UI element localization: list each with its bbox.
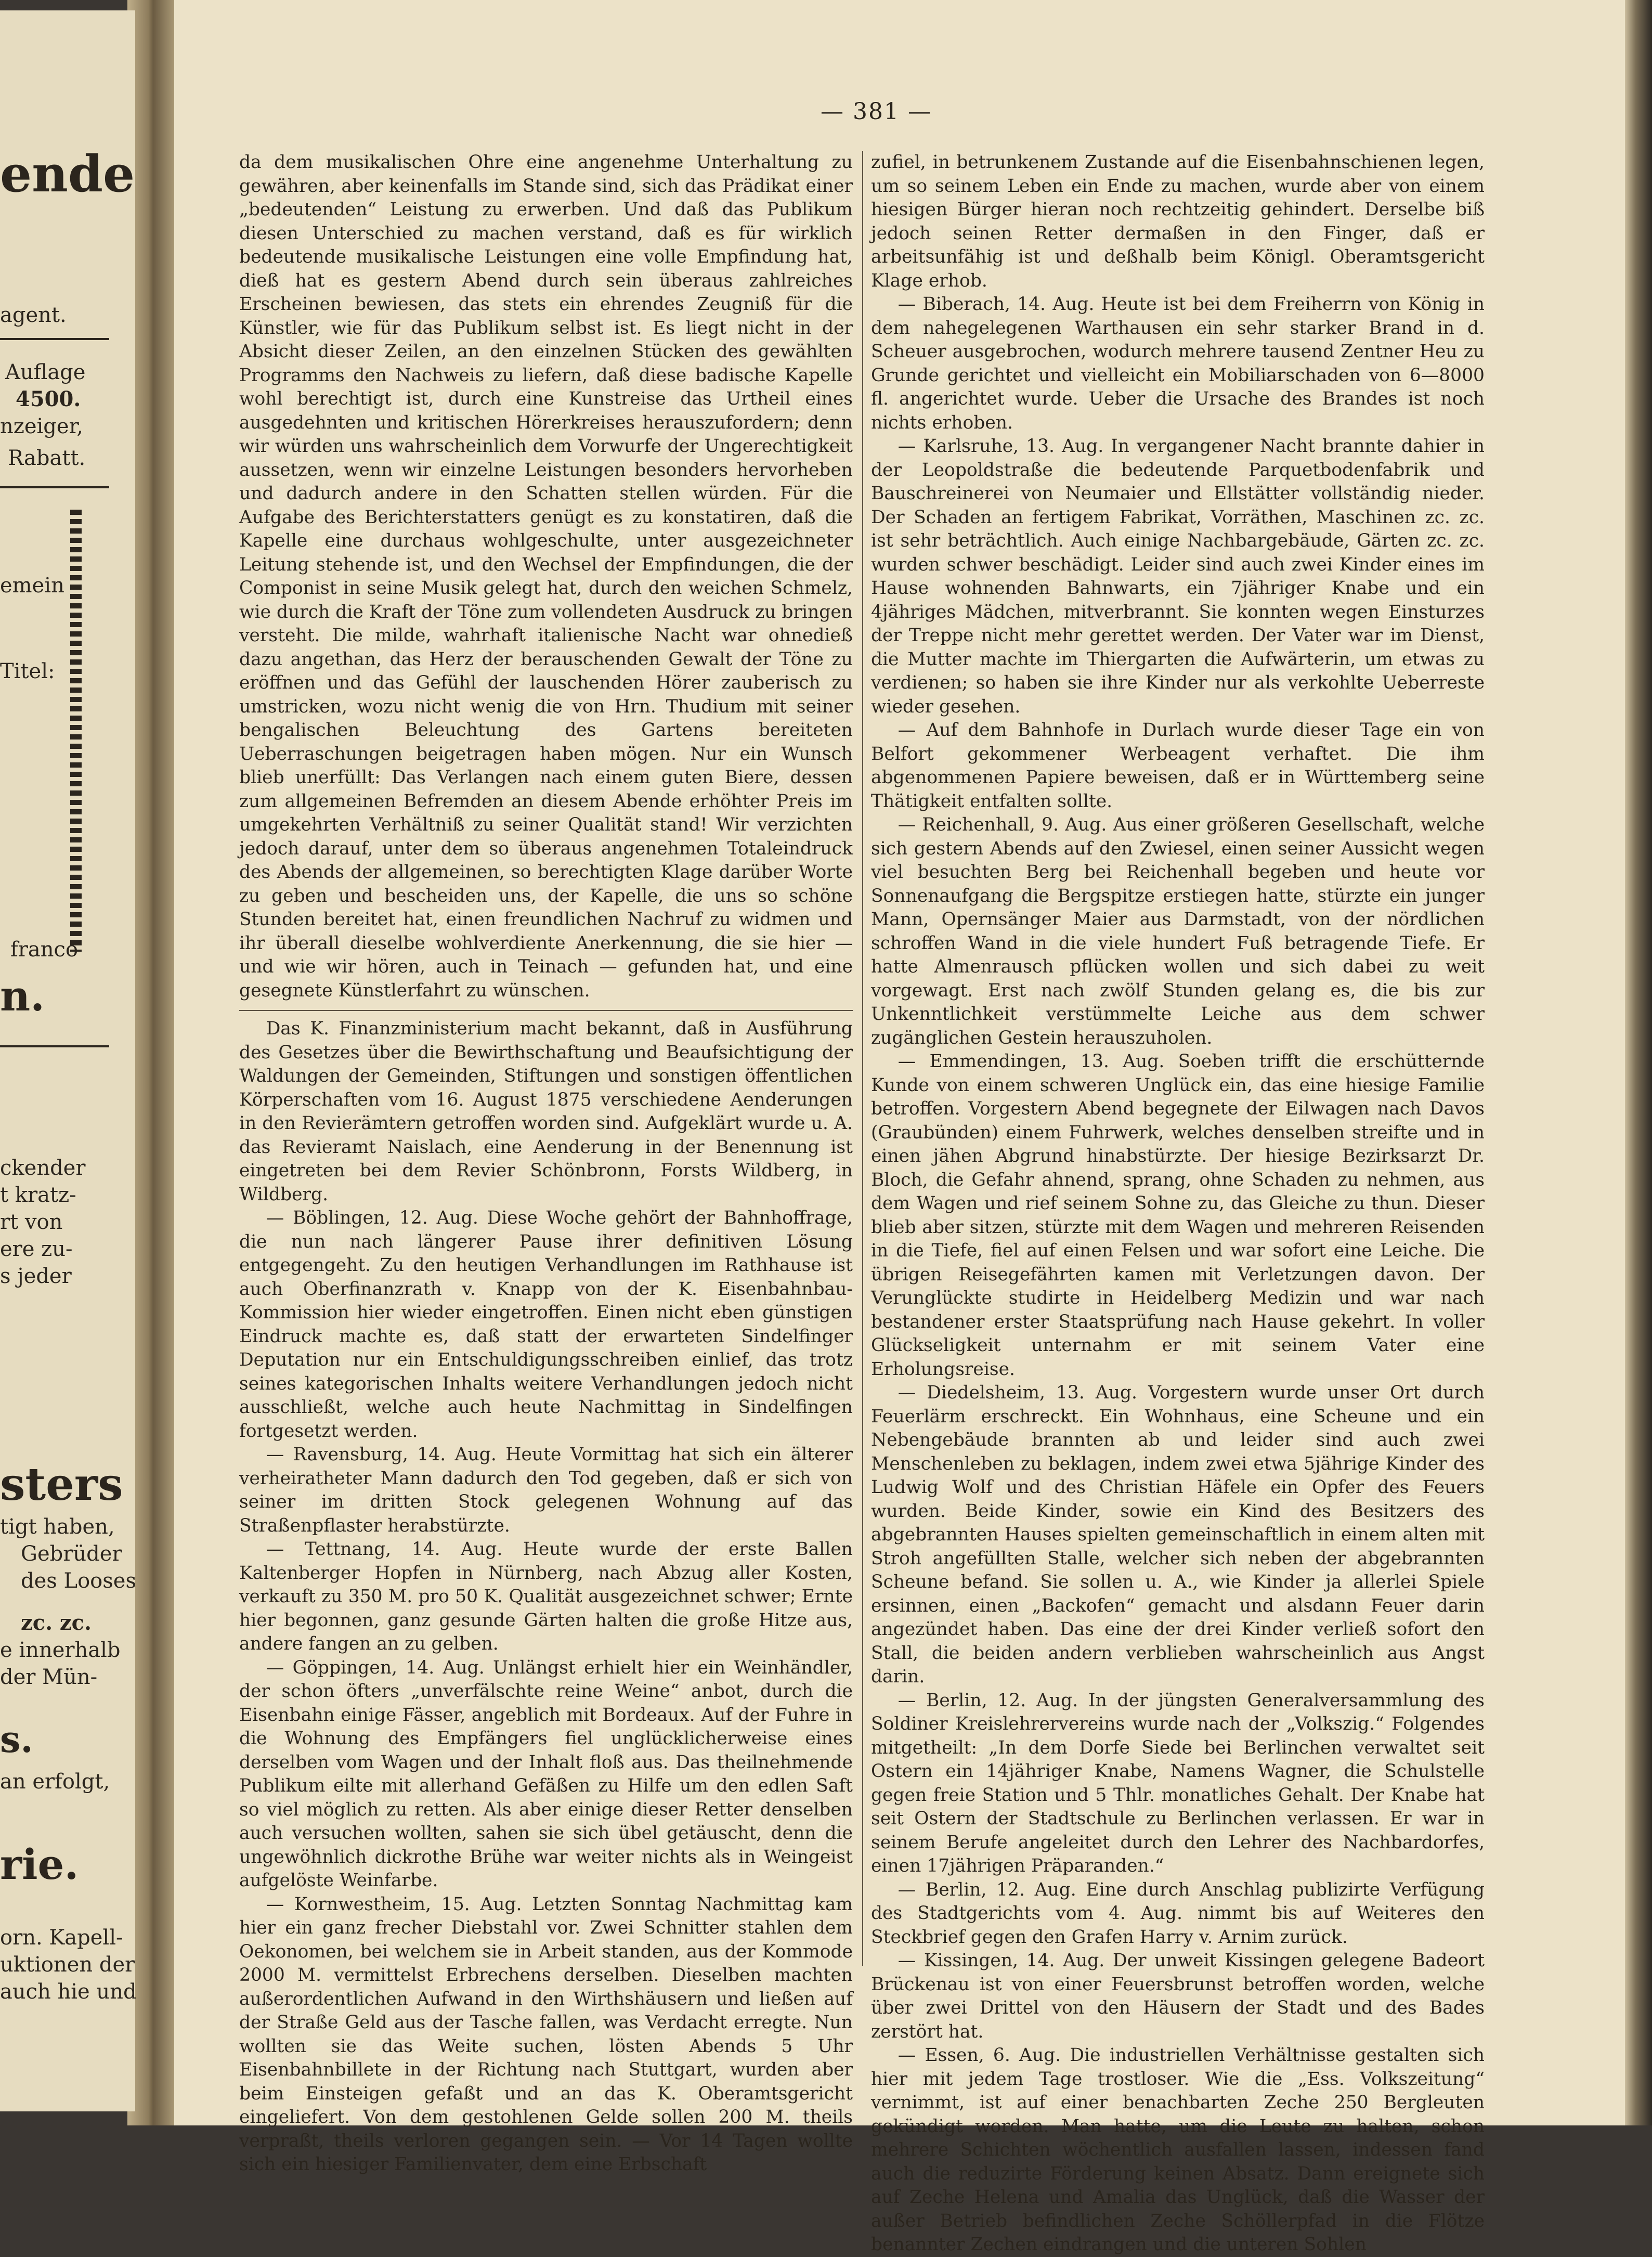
newspaper-page [174,0,1625,2255]
text-column-left [239,151,853,2177]
page-edge [1625,0,1652,2125]
left-fragment: nzeiger, [0,414,84,438]
article-paragraph: — Böblingen, 12. Aug. Diese Woche gehört der Bahnhoffrage, die nun nach längerer Pause ihrer definitiven Lösung entgegengeht. Zu den heutigen Verhandlungen im Rathhause ist auch Oberfinanzrath v. Knapp von der K. Eisenbahnbau-Kommission hier wieder eingetroffen. Einen nicht eben günstigen Eindruck machte es, daß statt der erwarteten Sindelfinger Deputation nur ein Entschuldigungsschreiben einlief, das trotz seines kategorischen Inhalts weitere Verhandlungen jedoch nicht ausschließt, welche auch heute Nachmittag in Sindelfingen fortgesetzt werden. [239,1208,853,1442]
left-fragment: t kratz- [0,1183,76,1207]
article-paragraph: — Diedelsheim, 13. Aug. Vorgestern wurde unser Ort durch Feuerlärm erschreckt. Ein Wohnhaus, eine Scheune und ein Nebengebäude brannten ab und leider sind auch zwei Menschenleben zu beklagen, indem zwei etwa 5jährige Kinder des Ludwig Wolf und des Christian Häfele ein Opfer des Feuers wurden. Beide Kinder, sowie ein Kind des Besitzers des abgebrannten Hauses spielten gemeinschaftlich in einem alten mit Stroh angefüllten Stalle, welcher sich neben der abgebrannten Scheune befand. Sie sollen u. A., wie Kinder ja allerlei Spiele ersinnen, einen „Backofen“ gemacht und alsdann Feuer darin angezündet haben. Das eine der drei Kinder verließ sofort den Stall, die beiden andern verblieben wahrscheinlich aus Angst darin. [871,1382,1485,1687]
left-fragment: zc. zc. [21,1611,92,1635]
column-divider [862,151,863,1966]
left-rule [0,1045,109,1047]
left-fragment: n. [0,971,45,1020]
left-fragment: Titel: [0,659,55,683]
article-paragraph: — Essen, 6. Aug. Die industriellen Verhältnisse gestalten sich hier mit jedem Tage trostloser. Wie die „Ess. Volkszeitung“ vernimmt, ist auf einer benachbarten Zeche 250 Bergleuten gekündigt worden. Man hatte, um die Leute zu halten, schon mehrere Schichten wöchentlich ausfallen lassen, indessen fand auch die reduzirte Förderung keinen Absatz. Dann ereignete sich auf Zeche Helena und Amalia das Unglück, daß die Wasser der außer Betrieb befindlichen Zeche Schöllerpfad in die Flötze benannter Zechen eindrangen und die unteren Sohlen [871,2045,1485,2255]
left-fragment: sters [0,1458,123,1511]
left-fragment: 4500. [16,387,81,411]
article-paragraph: — Kissingen, 14. Aug. Der unweit Kissingen gelegene Badeort Brückenau ist von einer Feuersbrunst betroffen worden, welche über zwei Drittel von den Häusern der Stadt und des Bades zerstört hat. [871,1950,1485,2042]
left-fragment: emein [0,574,64,598]
article-paragraph: zufiel, in betrunkenem Zustande auf die Eisenbahnschienen legen, um so seinem Leben ein Ende zu machen, wurde aber von einem hiesigen Bürger hieran noch rechtzeitig gehindert. Derselbe biß jedoch seinen Retter dermaßen in den Finger, daß er arbeitsunfähig ist und deßhalb beim Königl. Oberamtsgericht Klage erhob. [871,152,1485,291]
left-fragment: der Mün- [0,1665,98,1689]
article-paragraph: — Emmendingen, 13. Aug. Soeben trifft die erschütternde Kunde von einem schweren Unglück ein, das eine hiesige Familie betroffen. Vorgestern Abend begegnete der Eilwagen nach Davos (Graubünden) einem Fuhrwerk, welches denselben streifte und in einen jähen Abgrund hinabstürzte. Der hiesige Bezirksarzt Dr. Bloch, die Gefahr ahnend, sprang, ohne Schaden zu nehmen, aus dem Wagen und rief seinem Sohne zu, das Gleiche zu thun. Dieser blieb aber sitzen, stürzte mit dem Wagen und mehreren Reisenden in die Tiefe, fiel auf einen Felsen und war sofort eine Leiche. Die übrigen Reisegefährten kamen mit Verletzungen davon. Der Verunglückte studirte in Heidelberg Medizin und war nach bestandener erster Staatsprüfung nach Hause gekehrt. In voller Glückseligkeit unternahm er mit seinem Vater eine Erholungsreise. [871,1051,1485,1380]
left-fragment: an erfolgt, [0,1770,110,1794]
article-paragraph: — Göppingen, 14. Aug. Unlängst erhielt hier ein Weinhändler, der schon öfters „unverfälschte reine Weine“ anbot, durch die Eisenbahn einige Fässer, angeblich mit Bordeaux. Auf der Fuhre in die Wohnung des Empfängers fiel unglücklicherweise eines derselben vom Wagen und der Inhalt floß aus. Das theilnehmende Publikum eilte mit allerhand Gefäßen zu Hilfe um den edlen Saft so viel möglich zu retten. Als aber einige dieser Retter denselben auch versuchen wollten, sahen sie sich übel getäuscht, denn die ungewöhnlich dickrothe Brühe war weiter nichts als in Weingeist aufgelöste Weinfarbe. [239,1657,853,1891]
left-fragment: s. [0,1718,33,1761]
left-fragment: Rabatt. [8,446,86,470]
article-paragraph: Das K. Finanzministerium macht bekannt, daß in Ausführung des Gesetzes über die Bewirthschaftung und Beaufsichtigung der Waldungen der Gemeinden, Stiftungen und sonstigen öffentlichen Körperschaften vom 16. August 1875 verschiedene Aenderungen in den Revierämtern getroffen worden sind. Aufgeklärt wurde u. A. das Revieramt Naislach, eine Aenderung in der Benennung ist eingetreten bei dem Revier Schönbronn, Forsts Wildberg, in Wildberg. [239,1018,853,1205]
left-fragment: des Looses [21,1569,136,1593]
article-paragraph: — Karlsruhe, 13. Aug. In vergangener Nacht brannte dahier in der Leopoldstraße die bedeutende Parquetbodenfabrik und Bauschreinerei von Neumaier und Ellstätter vollständig nieder. Der Schaden an fertigem Fabrikat, Vorräthen, Maschinen zc. zc. ist sehr beträchtlich. Auch einige Nachbargebäude, Gärten zc. zc. wurden schwer beschädigt. Leider sind auch zwei Kinder eines im Hause wohnenden Bahnwarts, ein 7jähriger Knabe und ein 4jähriges Mädchen, mitverbrannt. Sie konnten wegen Einsturzes der Treppe nicht mehr gerettet werden. Der Vater war im Dienst, die Mutter machte im Thiergarten die Aufwärterin, um etwas zu verdienen; so haben sie ihre Kinder nur als verkohlte Ueberreste wieder gesehen. [871,436,1485,717]
left-fragment: franco [10,938,79,962]
left-fragment: e innerhalb [0,1638,121,1662]
article-paragraph: — Ravensburg, 14. Aug. Heute Vormittag hat sich ein älterer verheiratheter Mann dadurch den Tod gegeben, daß er sich von seiner im dritten Stock gelegenen Wohnung auf das Straßenpflaster herabstürzte. [239,1444,853,1536]
left-fragment: ere zu- [0,1237,73,1261]
left-fragment: s jeder [0,1264,72,1288]
left-fragment: rie. [0,1840,79,1889]
left-page-fragment [0,10,135,2111]
article-paragraph: — Auf dem Bahnhofe in Durlach wurde dieser Tage ein von Belfort gekommener Werbeagent verhaftet. Die ihm abgenommenen Papiere beweisen, daß er in Württemberg seine Thätigkeit entfalten sollte. [871,720,1485,812]
article-paragraph: — Berlin, 12. Aug. Eine durch Anschlag publizirte Verfügung des Stadtgerichts vom 4. Aug. nimmt bis auf Weiteres den Steckbrief gegen den Grafen Harry v. Arnim zurück. [871,1879,1485,1948]
article-paragraph: da dem musikalischen Ohre eine angenehme Unterhaltung zu gewähren, aber keinenfalls im Stande sind, sich das Prädikat einer „bedeutenden“ Leistung zu erwerben. Und daß das Publikum diesen Unterschied zu machen verstand, daß es für wirklich bedeutende musikalische Leistungen eine volle Empfindung hat, dieß hat es gestern Abend durch sein überaus zahlreiches Erscheinen bewiesen, das stets ein ehrendes Zeugniß für die Künstler, wie für das Publikum selbst ist. Es liegt nicht in der Absicht dieser Zeilen, an den einzelnen Stücken des gewählten Programms den Nachweis zu liefern, daß diese badische Kapelle wohl berechtigt ist, durch eine Kunstreise das Urtheil eines ausgedehnten und kritischen Hörerkreises herauszufordern; denn wir würden uns wahrscheinlich dem Vorwurfe der Ungerechtigkeit aussetzen, wenn wir einzelne Leistungen besonders hervorheben und dadurch andere in den Schatten stellen würden. Für die Aufgabe des Berichterstatters genügt es zu konstatiren, daß die Kapelle eine durchaus wohlgeschulte, unter ausgezeichneter Leitung stehende ist, und den Wechsel der Empfindungen, die der Componist in seine Musik gelegt hat, durch den weichen Schmelz, wie durch die Kraft der Töne zum vollendeten Ausdruck zu bringen versteht. Die milde, wahrhaft italienische Nacht war ohnedieß dazu angethan, das Herz der berauschenden Gewalt der Töne zu eröffnen und das Gefühl der lauschenden Hörer zauberisch zu umstricken, wozu nicht wenig die von Hrn. Thudium mit seiner bengalischen Beleuchtung des Gartens bereiteten Ueberraschungen beigetragen haben mögen. Nur ein Wunsch blieb unerfüllt: Das Verlangen nach einem guten Biere, dessen zum allgemeinen Befremden an diesem Abende erhöhter Preis im umgekehrten Verhältniß zu seiner Qualität stand! Wir verzichten jedoch darauf, unter dem so überaus angenehmen Totaleindruck des Abends der allgemeinen, so berechtigten Klage darüber Worte zu geben und bescheiden uns, der Kapelle, die uns so schöne Stunden bereitet hat, einen freundlichen Nachruf zu widmen und ihr überall dieselbe wohlverdiente Anerkennung, die sie hier — und wie wir hören, auch in Teinach — gefunden hat, und eine gesegnete Künstlerfahrt zu wünschen. [239,152,853,1001]
left-fragment: uktionen der [0,1953,135,1977]
left-fragment: auch hie und [0,1980,137,2004]
article-paragraph: — Biberach, 14. Aug. Heute ist bei dem Freiherrn von König in dem nahegelegenen Warthausen ein sehr starker Brand in d. Scheuer ausgebrochen, wodurch mehrere tausend Zentner Heu zu Grunde gerichtet und vielleicht ein Mobiliarschaden von 6—8000 fl. angerichtet wurde. Ueber die Ursache des Brandes ist noch nichts erhoben. [871,294,1485,433]
article-paragraph: — Reichenhall, 9. Aug. Aus einer größeren Gesellschaft, welche sich gestern Abends auf den Zwiesel, einen seiner Aussicht wegen viel besuchten Berg bei Reichenhall begeben und heute vor Sonnenaufgang die Bergspitze erstiegen hatte, stürzte ein junger Mann, Opernsänger Maier aus Darmstadt, von der nördlichen schroffen Wand in die viele hundert Fuß betragende Tiefe. Er hatte Almenrausch pflücken wollen und sich dabei zu weit vorgewagt. Erst nach zwölf Stunden gelang es, die bis zur Unkenntlichkeit verstümmelte Leiche aus dem schwer zugänglichen Gestein herauszuholen. [871,814,1485,1048]
left-fragment: Gebrüder [21,1542,122,1566]
left-border-ornament [70,510,82,952]
article-separator [239,1010,853,1011]
left-rule [0,338,109,340]
left-fragment: ende [0,145,135,203]
left-rule [0,486,109,488]
left-fragment: orn. Kapell- [0,1926,123,1950]
left-fragment: tigt haben, [0,1515,115,1539]
left-fragment: ckender [0,1156,86,1180]
text-column-right [871,151,1485,2257]
left-fragment: agent. [0,303,67,327]
left-fragment: rt von [0,1210,63,1234]
left-fragment: Auflage [5,360,86,384]
article-paragraph: — Tettnang, 14. Aug. Heute wurde der erste Ballen Kaltenberger Hopfen in Nürnberg, nach Abzug aller Kosten, verkauft zu 350 M. pro 50 K. Qualität ausgezeichnet schwer; Ernte hier begonnen, ganz gesunde Gärten halten die große Hitze aus, andere fangen an zu gelben. [239,1539,853,1654]
article-paragraph: — Berlin, 12. Aug. In der jüngsten Generalversammlung des Soldiner Kreislehrervereins wurde nach der „Volkszig.“ Folgendes mitgetheilt: „In dem Dorfe Siede bei Berlinchen verwaltet seit Ostern ein 14jähriger Knabe, Namens Wagner, die Schulstelle gegen freie Station und 5 Thlr. monatliches Gehalt. Der Knabe hat seit Ostern der Stadtschule zu Berlinchen verlassen. Er war in seinem Berufe angeleitet durch den Lehrer des Nachbardorfes, einen 17jährigen Präparanden.“ [871,1690,1485,1876]
article-paragraph: — Kornwestheim, 15. Aug. Letzten Sonntag Nachmittag kam hier ein ganz frecher Diebstahl vor. Zwei Schnitter stahlen dem Oekonomen, bei welchem sie in Arbeit standen, aus der Kommode 2000 M. vermittelst Erbrechens derselben. Dieselben machten außerordentlichen Aufwand in den Wirthshäusern und ließen auf der Straße Geld aus der Tasche fallen, was Verdacht erregte. Nun wollten sie das Weite suchen, lösten Abends 5 Uhr Eisenbahnbillete in der Richtung nach Stuttgart, wurden aber beim Einsteigen gefaßt und an das K. Oberamtsgericht eingeliefert. Von dem gestohlenen Gelde sollen 200 M. theils verpraßt, theils verloren gegangen sein. — Vor 14 Tagen wollte sich ein hiesiger Familienvater, dem eine Erbschaft [239,1893,853,2175]
page-number: — 381 — [821,98,932,125]
